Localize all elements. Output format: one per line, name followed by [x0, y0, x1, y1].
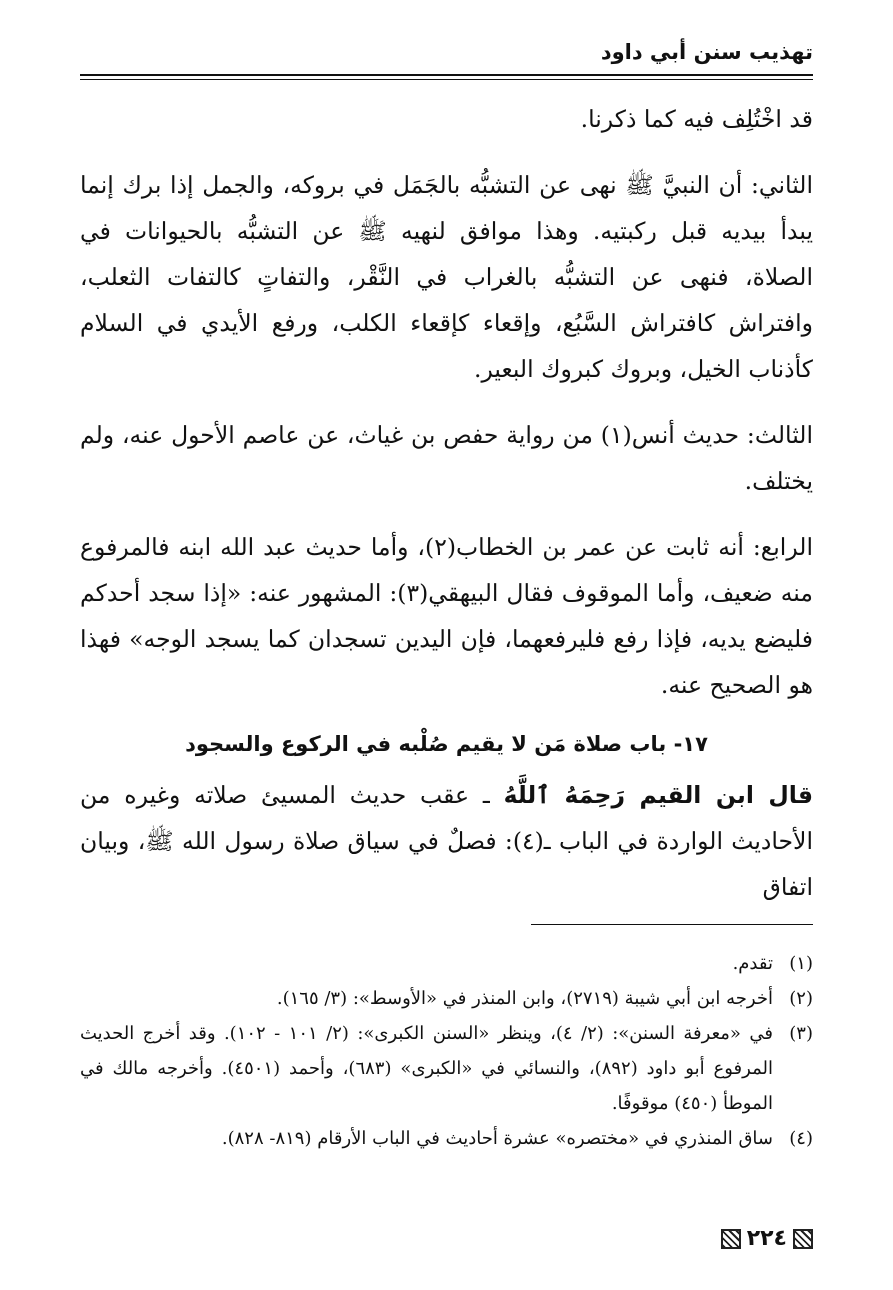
paragraph-5-lead: قال ابن القيم رَحِمَهُ ٱللَّهُ [503, 781, 814, 809]
page-number-block [721, 1226, 813, 1251]
footnote-number: (١) [789, 953, 813, 974]
square-ornament-icon [721, 1229, 741, 1249]
footnote-text: في «معرفة السنن»: (٢/ ٤)، وينظر «السنن الكبرى»: (٢/ ١٠١ - ١٠٢). وقد أخرج الحديث المرفوع أبو داود (٨٩٢)، والنسائي في «الكبرى» (٦٨٣)، وأحمد (٤٥٠١). وأخرجه مالك في الموطأ (٤٥٠) موقوفًا. [80, 1023, 773, 1114]
paragraph-5 [80, 772, 813, 910]
paragraph-5-text: ـ عقب حديث المسيئ صلاته وغيره من الأحاديث الواردة في الباب ـ(٤): فصلٌ في سياق صلاة رسول الله ﷺ، وبيان اتفاق [80, 781, 813, 901]
footnote [80, 1016, 813, 1121]
footnote-number: (٢) [789, 988, 813, 1009]
page-number: ٢٢٤ [746, 1226, 787, 1251]
running-title: تهذيب سنن أبي داود [600, 40, 813, 64]
footnote-number: (٣) [789, 1023, 813, 1044]
footnote-text: أخرجه ابن أبي شيبة (٢٧١٩)، وابن المنذر في «الأوسط»: (٣/ ١٦٥). [276, 988, 773, 1009]
footnote-number: (٤) [789, 1128, 813, 1149]
footnote-text: ساق المنذري في «مختصره» عشرة أحاديث في الباب الأرقام (٨١٩- ٨٢٨). [221, 1128, 773, 1149]
running-header [80, 34, 813, 76]
paragraph-3: الثالث: حديث أنس(١) من رواية حفص بن غياث، عن عاصم الأحول عنه، ولم يختلف. [80, 421, 813, 495]
main-text [80, 96, 813, 910]
footnote [80, 946, 813, 981]
footnotes [80, 946, 813, 1156]
footnote-text: تقدم. [732, 953, 773, 974]
footnote-divider [531, 924, 813, 925]
footnote [80, 1121, 813, 1156]
section-heading: ١٧- باب صلاة مَن لا يقيم صُلْبه في الركوع والسجود [185, 732, 708, 756]
paragraph-2: الثاني: أن النبيَّ ﷺ نهى عن التشبُّه بالجَمَل في بروكه، والجمل إذا برك إنما يبدأ بيديه قبل ركبتيه. وهذا موافق لنهيه ﷺ عن التشبُّه بالحيوانات في الصلاة، فنهى عن التشبُّه بالغراب في النَّقْر، والتفاتٍ كالتفات الثعلب، وافتراش كافتراش السَّبُع، وإقعاء كإقعاء الكلب، ورفع الأيدي في السلام كأذناب الخيل، وبروك كبروك البعير. [80, 171, 813, 383]
square-ornament-icon [793, 1229, 813, 1249]
paragraph-1: قد اخْتُلِف فيه كما ذكرنا. [580, 105, 813, 133]
footnote [80, 981, 813, 1016]
paragraph-4: الرابع: أنه ثابت عن عمر بن الخطاب(٢)، وأما حديث عبد الله ابنه فالمرفوع منه ضعيف، وأما الموقوف فقال البيهقي(٣): المشهور عنه: «إذا سجد أحدكم فليضع يديه، فإذا رفع فليرفعهما، فإن اليدين تسجدان كما يسجد الوجه» فهذا هو الصحيح عنه. [80, 533, 813, 699]
